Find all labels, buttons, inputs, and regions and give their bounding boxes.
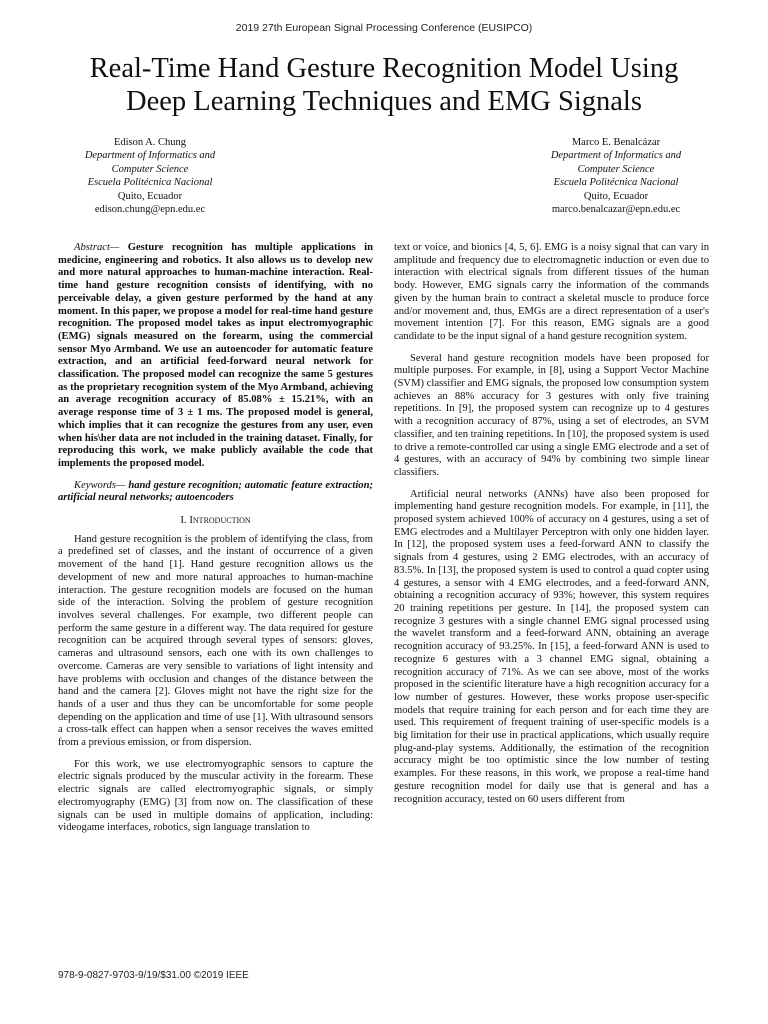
- keywords-label: Keywords—: [74, 479, 126, 491]
- body-paragraph: For this work, we use electromyographic sensors to capture the electric signals produced by the muscular activity in the forearm. These electric signals are called electromyographic signals, or simply electromyography (EMG) [3] from now on. The classification of these signals can be used in multiple domains of application, including: videogame interfaces, robotics, sign language translation to: [58, 758, 373, 834]
- author-name: Edison A. Chung: [113, 137, 187, 148]
- author-block-1: [45, 136, 255, 216]
- conference-header: 2019 27th European Signal Processing Conference (EUSIPCO): [235, 22, 533, 34]
- author-department: Department of Informatics and: [84, 150, 216, 162]
- abstract-text: Gesture recognition has multiple applications in medicine, engineering and robotics. It also allows us to develop new and more natural approaches to human-machine interaction. Real-time hand gesture recognition consists of identifying, with no perceivable delay, a given gesture performed by the hand at any moment. In this paper, we propose a model for real-time hand gesture recognition. The proposed model takes as input electromyographic (EMG) signals measured on the forearm, using the commercial sensor Myo Armband. We use an autoencoder for automatic feature extraction, and an artificial feed-forward neural network for classification. The proposed model can recognize the same 5 gestures as the proprietary recognition system of the Myo Armband, achieving an average recognition accuracy of 85.08% ± 15.21%, with an average response time of 3 ± 1 ms. The proposed model is general, which implies that it can recognize the gestures from any user, even when his\her data are not included in the training dataset. Finally, for reproducing this work, we make publicly available the code that implements the proposed model.: [58, 242, 373, 469]
- keywords: [58, 480, 373, 505]
- author-department: Computer Science: [111, 163, 189, 175]
- paper-title: [40, 52, 728, 118]
- author-institution: Escuela Politécnica Nacional: [553, 177, 679, 189]
- section-title: Introduction: [189, 514, 251, 527]
- body-paragraph: Artificial neural networks (ANNs) have also been proposed for implementing hand gesture recognition models. For example, in [11], the proposed system achieved 100% of accuracy on 4 gestures, using a set of EMG electrodes and a Multilayer Perceptron with only one hidden layer. In [12], the proposed system uses a feed-forward ANN to classify the signals from 4 gestures, using 2 EMG electrodes, with an accuracy of 83.5%. In [13], the proposed system is used to control a quad copter using 4 gestures, a sensor with 4 EMG electrodes, and a feed-forward ANN, obtaining a recognition accuracy of 93%; however, this system requires 20 training repetitions per gesture. In [14], the proposed system can recognize 3 gestures with a single channel EMG signal processed using the wavelet transform and a feed-forward ANN, obtaining an average recognition accuracy of 93.25%. In [15], a feed-forward ANN is used to recognize 6 gestures with a 3 channel EMG signal, obtaining a recognition accuracy of 71%. As we can see above, most of the works proposed in the scientific literature have a high recognition accuracy for a low number of gestures. However, these works propose user-specific models that require training for each person and for each time they are used. This requirement of frequent training of user-specific models is a big limitation for their use in practical applications, which usually require plug-and-play systems. Additionally, the estimation of the recognition accuracy might be too optimistic since the low number of testing examples. For these reasons, in this work, we propose a real-time hand gesture recognition model for daily use that is general and has a recognition accuracy, tested on 60 users different from: [394, 488, 709, 805]
- author-block-2: [511, 136, 721, 216]
- author-name: Marco E. Benalcázar: [571, 137, 661, 148]
- body-paragraph: Hand gesture recognition is the problem of identifying the class, from a predefined set of classes, and the instant of occurrence of a given movement of the hand [1]. Hand gesture recognition allows us the development of new and more natural approaches to human-machine interaction. The gesture recognition models are focused on the human side of the interaction. Solving the problem of gesture recognition involves several challenges. For example, two different people can perform the same gesture in a different way. The data required for gesture recognition can be acquired through several types of sensors: gloves, cameras and ultrasound sensors, each one with its own challenges to overcome. Cameras are very sensible to variations of light intensity and have problems with occlusion and changes of the distance between the hand and the camera [2]. Gloves might not have the right size for the hands of a user and thus they can be uncomfortable for some people depending on the application and time of use [1]. With ultrasound sensors a cross-talk effect can happen when a sensor receives the waves emitted from a previous emission, or from dispersion.: [58, 533, 373, 749]
- paper-title-line-1: Real-Time Hand Gesture Recognition Model Using: [89, 53, 679, 84]
- paper-title-line-2: Deep Learning Techniques and EMG Signals: [126, 86, 642, 117]
- copyright-footer: 978-9-0827-9703-9/19/$31.00 ©2019 IEEE: [58, 970, 249, 981]
- body-paragraph: Several hand gesture recognition models have been proposed for multiple purposes. For example, in [8], using a Support Vector Machine (SVM) classifier and EMG signals, the proposed low consumption system achieves an 88% accuracy for 3 gestures with only five training repetitions. In [9], the proposed system can recognize up to 4 gestures with a recognition accuracy of 87%, using a set of electrodes, an SVM classifier, and ten training repetitions. In [10], the proposed system is used to drive a remote-controlled car using a single EMG electrode and a set of 4 gestures, with an accuracy of 94% by combining two simple linear classifiers.: [394, 352, 709, 478]
- abstract-label: Abstract—: [74, 242, 120, 253]
- body-paragraph: text or voice, and bionics [4, 5, 6]. EMG is a noisy signal that can vary in amplitude and frequency due to electromagnetic induction or even due to interaction with electrical signals from different tissues of the human body. However, EMG signals carry the information of the commands given by the human brain to contract a skeletal muscle to produce force and/or movement and, thus, EMGs are a direct representation of a user's movement intention [7]. For this reason, EMG signals are a good candidate to be the input signal of a hand gesture recognition system.: [394, 242, 709, 342]
- section-number: I.: [180, 514, 187, 527]
- author-department: Computer Science: [577, 163, 655, 175]
- left-column: [58, 242, 373, 844]
- author-location: Quito, Ecuador: [583, 190, 649, 202]
- author-location: Quito, Ecuador: [117, 190, 183, 202]
- section-heading-introduction: [58, 514, 373, 527]
- author-email: marco.benalcazar@epn.edu.ec: [551, 204, 681, 216]
- keywords-text: hand gesture recognition; automatic feature extraction; artificial neural networks; autoencoders: [58, 479, 373, 504]
- right-column: [394, 242, 709, 815]
- abstract: [58, 242, 373, 471]
- author-email: edison.chung@epn.edu.ec: [94, 204, 206, 216]
- author-department: Department of Informatics and: [550, 150, 682, 162]
- author-institution: Escuela Politécnica Nacional: [87, 177, 213, 189]
